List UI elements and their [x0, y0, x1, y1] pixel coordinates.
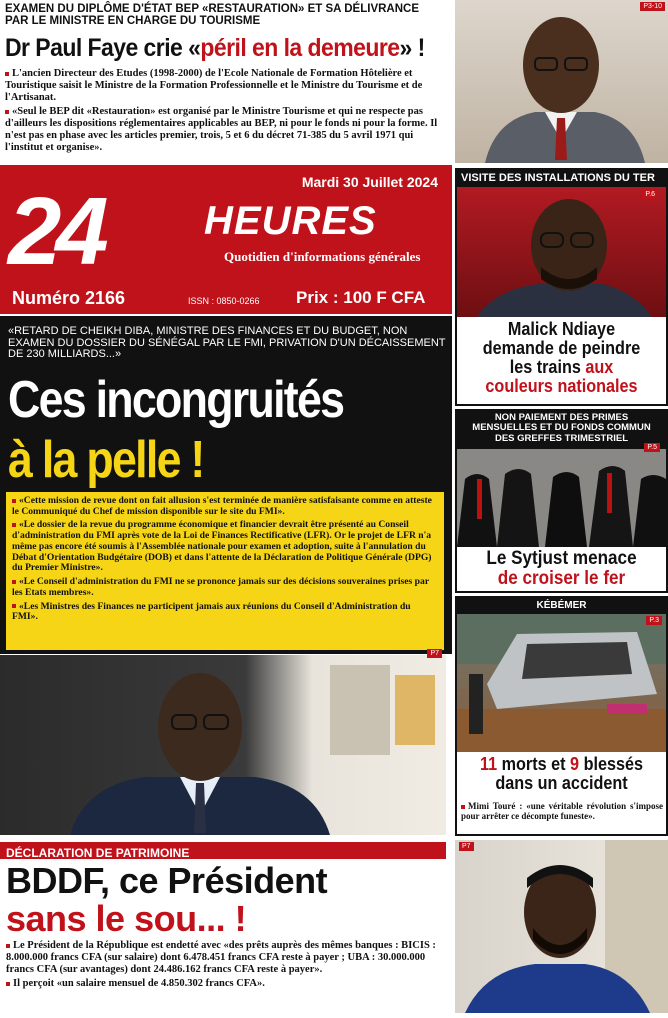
greffe-headline-1: Le Sytjust menace — [486, 548, 637, 569]
page-ref-badge: P7 — [427, 649, 442, 658]
ter-kicker: VISITE DES INSTALLATIONS DU TER — [461, 172, 655, 184]
kebemer-quote — [461, 801, 663, 821]
greffe-story[interactable] — [455, 409, 668, 593]
patrimoine-headline-2: sans le sou... ! — [6, 898, 247, 939]
bullet-item — [12, 496, 438, 517]
bullet-text: «Le Conseil d'administration du FMI ne se prononce jamais sur des décisions souveraines prises par les Etats membres». — [12, 576, 429, 598]
injured-label: blessés — [583, 754, 644, 774]
issn: ISSN : 0850-0266 — [188, 296, 260, 306]
kebemer-story[interactable] — [455, 596, 668, 836]
top-story-kicker — [5, 3, 450, 27]
kebemer-headline-2: dans un accident — [495, 772, 628, 793]
cheikh-diba-photo[interactable] — [0, 650, 446, 835]
bullet-marker — [12, 523, 16, 527]
president-photo[interactable] — [455, 840, 668, 1013]
bullet-item — [12, 577, 438, 598]
ter-headline-4: couleurs nationales — [485, 375, 638, 396]
kebemer-kicker-bar — [457, 598, 666, 614]
issue-number: Numéro 2166 — [12, 288, 126, 308]
page-ref-badge: P.6 — [642, 190, 658, 199]
headline-highlight: péril en la demeure — [200, 34, 400, 62]
kicker-line-2: PAR LE MINISTRE EN CHARGE DU TOURISME — [5, 15, 261, 28]
patrimoine-kicker-bar — [0, 842, 446, 859]
top-story-bullets — [5, 68, 449, 153]
headline-suffix: » ! — [399, 34, 425, 62]
lead-bullet-box — [6, 492, 444, 650]
kebemer-headline-1 — [467, 755, 655, 774]
accident-photo — [457, 614, 666, 752]
greffe-headline — [467, 549, 655, 589]
lead-headline-2: à la pelle ! — [8, 431, 204, 489]
logo-word: HEURES — [204, 199, 377, 243]
lead-kicker: «RETARD DE CHEIKH DIBA, MINISTRE DES FINANCES ET DU BUDGET, NON EXAMEN DU DOSSIER DU SÉNÉGAL PAR LE FMI, PRIVATION D'UN DÉCAISSEMENT DE 230 MILLIARDS...» — [8, 325, 446, 361]
logo-number: 24 — [8, 178, 103, 285]
quote-text: Mimi Touré : «une véritable révolution s'impose pour arrêter ce décompte funeste». — [461, 801, 663, 822]
patrimoine-headline-1: BDDF, ce Président — [6, 860, 328, 901]
bullet-text: «Seul le BEP dit «Restauration» est organisé par le Ministre Tourisme et qui ne respecte pas d'ailleurs les dispositions réglementaires applicables au BEP, ni pour le fonds ni pour la forme. Il n'est pas en phase avec les articles premier, trois, 5 et 6 du décret 71-385 du 5 avril 1971 qui l'institut et organise». — [5, 106, 438, 153]
bullet-marker — [12, 604, 16, 608]
bullet-item — [12, 602, 438, 623]
injured-count: 9 — [570, 754, 580, 774]
bullet-text: «Le dossier de la revue du programme économique et financier devrait être présenté au Conseil d'administration du FMI après vote de la Loi de Finances Rectificative (LFR). Or le projet de LFR n'a même pas encore été soumis à l'Assemblée nationale pour examen et adoption, suite à l'annulation du Débat d'Orientation Budgétaire (DOB) et dans l'attente de la Déclaration de Politique Générale (DPG) du Premier Ministre». — [12, 519, 432, 574]
lead-headline-1: Ces incongruités — [8, 371, 344, 429]
masthead[interactable] — [0, 165, 452, 314]
portrait-illustration — [455, 840, 668, 1013]
bullet-item — [6, 940, 446, 975]
bullet-item — [6, 978, 446, 990]
kebemer-kicker: KÉBÉMER — [536, 600, 587, 611]
greffiers-photo — [457, 444, 666, 547]
ter-headline-2: demande de peindre — [482, 337, 641, 358]
bullet-text: «Les Ministres des Finances ne participent jamais aux réunions du Conseil d'Administration du FMI». — [12, 600, 411, 623]
malick-ndiaye-photo — [457, 187, 666, 317]
ter-headline-3a: les trains — [509, 356, 581, 377]
price: Prix : 100 F CFA — [296, 288, 426, 307]
crowd-illustration — [457, 449, 666, 547]
bullet-marker — [6, 982, 10, 986]
bullet-item — [12, 520, 438, 574]
ter-headline-3b: aux — [585, 356, 614, 377]
bullet-marker — [461, 805, 465, 809]
headline-prefix: Dr Paul Faye crie « — [5, 34, 201, 62]
bullet-marker — [12, 499, 16, 503]
ter-headline-1: Malick Ndiaye — [507, 319, 616, 339]
deaths-label: morts et — [501, 754, 566, 774]
portrait-illustration — [455, 0, 668, 163]
issue-date: Mardi 30 Juillet 2024 — [301, 174, 438, 190]
kebemer-headline — [467, 755, 655, 793]
bullet-text: Le Président de la République est endetté avec «des prêts auprès des mêmes banques : BICIS : 8.000.000 francs CFA (sur salaire) dont 6.478.451 francs CFA reste à payer ; UBA : 30.000.000 francs CFA (sur avantages) dont 24.486.162 francs CFA reste à payer». — [6, 940, 436, 975]
accident-illustration — [457, 614, 666, 752]
ter-headline — [467, 320, 655, 396]
bullet-marker — [5, 110, 9, 114]
greffe-headline-2: de croiser le fer — [497, 567, 626, 589]
bullet-item — [5, 68, 449, 103]
bullet-marker — [5, 72, 9, 76]
bullet-marker — [6, 944, 10, 948]
patrimoine-bullets — [6, 940, 446, 990]
portrait-illustration — [0, 655, 446, 835]
bullet-text: L'ancien Directeur des Etudes (1998-2000) de l'Ecole Nationale de Formation Hôtelière et Touristique saisit le Ministre de la Formation Professionnelle et le Ministre du Tourisme et de l'Artisanat. — [5, 68, 423, 103]
greffe-kicker-bar — [457, 411, 666, 449]
bullet-item — [5, 106, 449, 153]
tagline: Quotidien d'informations générales — [224, 249, 421, 264]
bullet-marker — [12, 580, 16, 584]
lead-story[interactable] — [0, 316, 452, 654]
ter-story[interactable] — [455, 168, 668, 406]
page-ref-badge: P7 — [459, 842, 474, 851]
page-ref-badge: P3-10 — [640, 2, 665, 11]
greffe-kicker: NON PAIEMENT DES PRIMES MENSUELLES ET DU FONDS COMMUN DES GREFFES TRIMESTRIEL — [472, 412, 651, 444]
ter-kicker-bar — [457, 170, 666, 187]
bullet-text: «Cette mission de revue dont on fait allusion s'est terminée de manière satisfaisante comme en atteste le Communiqué du Chef de mission disponible sur le site du FMI». — [12, 495, 432, 517]
paul-faye-photo[interactable] — [455, 0, 668, 163]
page-ref-badge: P.5 — [644, 443, 660, 452]
kicker-line-1: EXAMEN DU DIPLÔME D'ÉTAT BEP «RESTAURATION» ET SA DÉLIVRANCE — [5, 3, 419, 15]
portrait-illustration — [457, 187, 666, 317]
top-story[interactable] — [0, 0, 452, 163]
death-count: 11 — [479, 754, 498, 774]
ter-headline-3 — [467, 358, 655, 377]
top-story-headline — [5, 34, 425, 63]
patrimoine-story[interactable] — [0, 840, 452, 1013]
patrimoine-kicker: DÉCLARATION DE PATRIMOINE — [6, 846, 190, 860]
logo — [8, 178, 103, 285]
page-ref-badge: P.3 — [646, 616, 662, 625]
bullet-text: Il perçoit «un salaire mensuel de 4.850.302 francs CFA». — [13, 978, 265, 990]
